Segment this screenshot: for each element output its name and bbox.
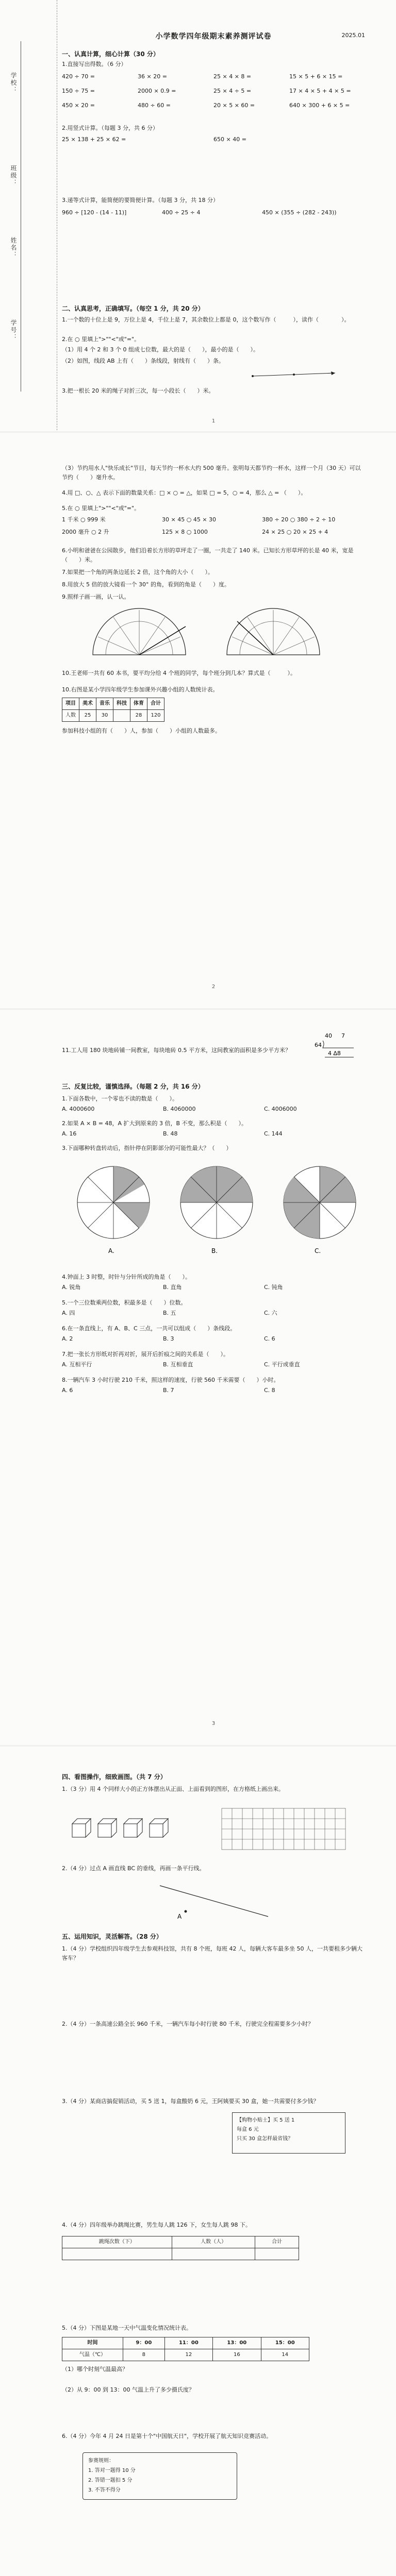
- table-cell: 跳绳次数（下）: [62, 2236, 172, 2248]
- margin-class: 班级：: [10, 165, 17, 187]
- table-row: [62, 2248, 299, 2260]
- application-4: 4.（4 分）四年级举办跳绳比赛，男生每人跳 126 下，女生每人跳 98 下。: [62, 2222, 251, 2228]
- point-label-a: A: [177, 1913, 182, 1920]
- section-5-heading: 五、运用知识，灵活解答。（28 分）: [62, 1933, 162, 1940]
- calc-item: 36 × 20 =: [138, 73, 167, 80]
- choice-option[interactable]: B. 互相垂直: [163, 1361, 193, 1368]
- choice-option[interactable]: A. 6: [62, 1387, 73, 1394]
- rule-line: 参赛规则：: [88, 2458, 114, 2464]
- fill-2a: （1）用 4 个 2 和 3 个 0 组成七位数，最大的是（ ），最小的是（ ）。: [62, 346, 259, 353]
- calc-item: 640 × 300 + 6 × 5 =: [289, 102, 350, 109]
- table-cell: 人数: [62, 710, 79, 722]
- exam-sheet-1: [0, 0, 396, 433]
- exam-date: 2025.01: [341, 32, 365, 39]
- application-5-q1: （1）哪个时刻气温最高？: [62, 2366, 128, 2372]
- compare-item: 1 千米 ○ 999 米: [62, 516, 106, 523]
- calc-item: 420 ÷ 70 =: [62, 73, 95, 80]
- svg-text:64: 64: [315, 1042, 322, 1048]
- table-header-cell: 音乐: [96, 698, 113, 710]
- table-row: [62, 2349, 309, 2361]
- choice-option[interactable]: A. 4000600: [62, 1106, 95, 1112]
- fill-line-10: 参加科技小组的有（ ）人，参加（ ）小组的人数最多。: [62, 727, 221, 734]
- protractor-left: [93, 608, 186, 655]
- spinner-label: B.: [211, 1247, 218, 1255]
- table-cell: 28: [130, 710, 147, 722]
- choice-option[interactable]: C. 6: [264, 1335, 275, 1342]
- application-5: 5.（4 分）下图是某地一天中气温变化情况统计表。: [62, 2325, 192, 2331]
- fill-line-5: 7.如果把一个角的两条边延长 2 倍，这个角的大小（ ）。: [62, 569, 213, 575]
- choice-option[interactable]: C. 六: [264, 1310, 277, 1316]
- table-cell: [113, 710, 130, 722]
- table-header-cell: 时间: [62, 2337, 123, 2349]
- choice-option[interactable]: B. 4060000: [163, 1106, 196, 1112]
- spinner-a: [77, 1166, 150, 1255]
- section-4-heading: 四、看图操作，细致画图。（共 7 分）: [62, 1773, 167, 1781]
- step-calc-row: [62, 208, 365, 217]
- section-2-heading: 二、认真思考，正确填写。（每空 1 分，共 20 分）: [62, 305, 204, 312]
- fill-line-7: 9.照样子画一画，认一认。: [62, 594, 130, 600]
- calc-item: 25 × 4 × 8 =: [213, 73, 252, 80]
- table-cell: 8: [123, 2349, 165, 2361]
- fill-line-9: 10.右图是某小学四年级学生参加课外兴趣小组的人数统计表。: [62, 686, 219, 693]
- calc-item: 20 × 5 × 60 =: [213, 102, 255, 109]
- grid-paper: [222, 1808, 345, 1850]
- choice-6: 6.在一条直线上，有 A、B、C 三点，一共可以组成（ ）条线段。: [62, 1325, 236, 1332]
- section-1-heading: 一、认真计算，细心计算（30 分）: [62, 50, 159, 58]
- spinner-label: A.: [108, 1247, 114, 1255]
- choice-option[interactable]: A. 互相平行: [62, 1361, 92, 1368]
- table-cell: 14: [261, 2349, 309, 2361]
- spinner-figures: [72, 1156, 361, 1264]
- choice-8: 8.一辆汽车 3 小时行驶 210 千米，照这样的速度，行驶 560 千米需要（ ）小时。: [62, 1377, 279, 1383]
- stat-table: [62, 698, 164, 722]
- fill-line-8: 10.王老师一共有 60 本书，要平均分给 4 个班的同学，每个班分到几本？算式是（ ）。: [62, 670, 296, 676]
- choice-2: 2.如果 A × B = 48，A 扩大到原来的 3 倍，B 不变，那么积是（ ）。: [62, 1120, 248, 1127]
- cube-and-grid-figure: [67, 1803, 356, 1855]
- stat-table-wrap: [62, 698, 365, 722]
- step-calc-item: 450 × (355 ÷ (282 - 243)): [262, 209, 337, 216]
- tip-line: 【购物小贴士】买 5 送 1: [237, 2117, 295, 2123]
- choice-4: 4.钟面上 3 时整，时针与分针所成的角是（ ）。: [62, 1274, 191, 1280]
- choice-option[interactable]: B. 7: [163, 1387, 174, 1394]
- exam-sheet-3: [0, 1010, 396, 1747]
- calc-item: 480 ÷ 60 =: [138, 102, 171, 109]
- question-1-2: 2.用竖式计算。（每题 3 分，共 6 分）: [62, 125, 158, 131]
- svg-text:4 ∆8: 4 ∆8: [328, 1050, 341, 1057]
- jump-rope-table: [62, 2236, 299, 2260]
- choice-option[interactable]: A. 四: [62, 1310, 75, 1316]
- step-calc-item: 400 ÷ 25 ÷ 4: [162, 209, 201, 216]
- calc-item: 450 × 20 =: [62, 102, 95, 109]
- choice-1-options: [62, 1105, 365, 1114]
- spinner-c: [284, 1166, 356, 1255]
- temperature-table: [62, 2337, 309, 2361]
- fill-11: 11.工人用 180 块地砖铺一间教室，每块地砖 0.5 平方米，这间教室的面积是多少平方米？: [62, 1047, 291, 1054]
- choice-option[interactable]: B. 五: [163, 1310, 176, 1316]
- protractor-right: [227, 608, 320, 655]
- choice-7: 7.把一张长方形纸对折再对折，展开后折痕之间的关系是（ ）。: [62, 1351, 229, 1358]
- fill-2b: （2）如图，线段 AB 上有（ ）条线段，射线有（ ）条。: [62, 358, 225, 364]
- protractor-figures: [82, 606, 340, 663]
- table-cell: 气温（℃）: [62, 2349, 123, 2361]
- compare-item: 2000 毫升 ○ 2 升: [62, 529, 109, 535]
- compare-item: 125 × 8 ○ 1000: [162, 529, 208, 535]
- choice-5-options: [62, 1309, 365, 1318]
- choice-3: 3.下面哪种转盘转动后，指针停在阴影部分的可能性最大？（ ）: [62, 1145, 232, 1151]
- margin-id: 学号：: [10, 319, 17, 341]
- margin-name: 姓名：: [10, 237, 17, 259]
- table-cell: 25: [79, 710, 96, 722]
- step-calc-item: 960 ÷ [120 - (14 - 11)]: [62, 209, 127, 216]
- calc-grid: [62, 72, 365, 110]
- question-1-1: 1.直接写出得数。（6 分）: [62, 61, 127, 67]
- table-header-cell: 9：00: [123, 2337, 165, 2349]
- table-header-cell: 项目: [62, 698, 79, 710]
- exam-title: 小学数学四年级期末素养测评试卷: [155, 32, 272, 41]
- spinner-label: C.: [315, 1247, 321, 1255]
- table-header-cell: 合计: [147, 698, 164, 710]
- table-cell: 合计: [255, 2236, 299, 2248]
- calc-item: 2000 × 0.9 =: [138, 88, 176, 94]
- table-cell: 120: [147, 710, 164, 722]
- table-cell: 30: [96, 710, 113, 722]
- choice-option[interactable]: A. 锐角: [62, 1284, 81, 1291]
- table-header-cell: 11：00: [164, 2337, 212, 2349]
- table-cell: 16: [213, 2349, 261, 2361]
- choice-option[interactable]: C. 8: [264, 1387, 275, 1394]
- cubes: [72, 1819, 168, 1837]
- table-row: [62, 710, 164, 722]
- choice-option[interactable]: B. 直角: [163, 1284, 182, 1291]
- table-header-cell: 13：00: [213, 2337, 261, 2349]
- division-figure: [309, 1030, 356, 1061]
- question-1-3: 3.递等式计算，能简便的要简便计算。（每题 3 分，共 18 分）: [62, 197, 219, 204]
- table-cell: 人数（人）: [172, 2236, 255, 2248]
- draw-1: 1.（3 分）用 4 个同样大小的正方体摆出从正面、上面看到的图形，在方格纸上画出来。: [62, 1786, 284, 1792]
- choice-7-options: [62, 1360, 365, 1369]
- table-header-row: [62, 698, 164, 710]
- choice-option[interactable]: C. 4006000: [264, 1106, 297, 1112]
- tip-box: [232, 2112, 345, 2154]
- page-number: 3: [211, 1721, 216, 1726]
- exam-sheet-2: [0, 433, 396, 1010]
- table-header-cell: 体育: [130, 698, 147, 710]
- application-3: 3.（4 分）某商店搞促销活动，买 5 送 1，每盒酸奶 6 元，王阿姨要买 30 盒，她一共需要付多少钱？: [62, 2098, 319, 2105]
- application-5-q2: （2）从 9：00 到 13：00 气温上升了多少摄氏度？: [62, 2386, 194, 2393]
- compare-item: 380 ÷ 20 ○ 380 ÷ 2 ÷ 10: [262, 516, 336, 523]
- table-header-cell: 15：00: [261, 2337, 309, 2349]
- svg-text:40: 40: [325, 1032, 332, 1039]
- draw-2: 2.（4 分）过点 A 画直线 BC 的垂线，再画一条平行线。: [62, 1865, 205, 1872]
- fill-line-1: （3）节约用水人"快乐成长"节目，每天节约一杯水大约 500 毫升。张明每天都节约一杯水，这样一个月（30 天）可以节约（ ）毫升水。: [62, 465, 361, 481]
- choice-5: 5.一个三位数乘两位数，积最多是（ ）位数。: [62, 1299, 187, 1306]
- choice-8-options: [62, 1386, 365, 1395]
- calc-item: 15 × 5 + 6 × 15 =: [289, 73, 343, 80]
- margin-school: 学校：: [10, 72, 17, 94]
- rules-box: [82, 2452, 237, 2500]
- application-1: 1.（4 分）学校组织四年级学生去参观科技馆，共有 8 个班，每班 42 人，每辆大客车最多坐 50 人，一共要租多少辆大客车？: [62, 1945, 362, 1961]
- page-number: 2: [211, 984, 216, 990]
- choice-option[interactable]: C. 平行或垂直: [264, 1361, 300, 1368]
- fill-line-4: 6.小明和爸爸在公园散步，他们沿着长方形的草坪走了一圈，一共走了 140 米。已知长方形草坪的长是 40 米，宽是（ ）米。: [62, 547, 354, 563]
- choice-option[interactable]: A. 2: [62, 1335, 73, 1342]
- compare-item: 24 × 25 ○ 20 × 25 + 4: [262, 529, 328, 535]
- choice-option[interactable]: B. 3: [163, 1335, 174, 1342]
- fill-3: 3.把一根长 20 米的绳子对折三次，每一小段长（ ）米。: [62, 387, 214, 394]
- page-number: 1: [211, 418, 216, 424]
- rule-line: 1. 答对一题得 10 分: [88, 2468, 136, 2473]
- calc-item: 150 ÷ 75 =: [62, 88, 95, 94]
- tip-line: 每盒 6 元: [237, 2127, 259, 2132]
- vertical-calc-row: [62, 135, 365, 144]
- application-6: 6.（4 分）今年 4 月 24 日是第十个"中国航天日"，学校开展了航天知识竞赛活动。: [62, 2433, 272, 2439]
- calc-item: 25 × 4 ÷ 5 =: [213, 88, 252, 94]
- vertical-calc-item: 25 × 138 + 25 × 62 =: [62, 136, 126, 143]
- application-2: 2.（4 分）一条高速公路全长 960 千米，一辆汽车每小时行驶 80 千米，行驶完全程需要多少小时？: [62, 2021, 314, 2027]
- table-header-cell: 科技: [113, 698, 130, 710]
- application-4-table-wrap: [62, 2236, 365, 2260]
- temperature-table-wrap: [62, 2337, 365, 2361]
- spinner-b: [180, 1166, 253, 1255]
- choice-4-options: [62, 1283, 365, 1292]
- calc-item: 17 × 4 × 5 + 4 × 5 =: [289, 88, 351, 94]
- fill-line-3: 5.在 ○ 里填上">""<"或"="。: [62, 505, 140, 512]
- rule-line: 2. 答错一题扣 5 分: [88, 2478, 133, 2483]
- choice-6-options: [62, 1334, 365, 1344]
- table-header-cell: 美术: [79, 698, 96, 710]
- fill-line-2: 4.用 □、○、△ 表示下面的数量关系：□ × ○ = △，如果 □ = 5，○ = 4，那么 △ = （ ）。: [62, 489, 307, 496]
- fill-1: 1.一个数的十位上是 9，万位上是 4，千位上是 7，其余数位上都是 0，这个数写作（ ），读作（ ）。: [62, 316, 350, 323]
- vertical-calc-item: 650 × 40 =: [213, 136, 246, 143]
- choice-option[interactable]: C. 144: [264, 1130, 283, 1137]
- binding-margin: [0, 0, 57, 433]
- fill-2: 2.在 ○ 里填上">""<"或"="。: [62, 336, 140, 343]
- section-3-heading: 三、反复比较，谨慎选择。（每题 2 分，共 16 分）: [62, 1083, 204, 1090]
- perpendicular-figure: [155, 1880, 278, 1922]
- svg-text:7: 7: [341, 1032, 345, 1039]
- rule-line: 3. 不答不得分: [88, 2487, 121, 2493]
- tip-line: 只买 30 盒怎样最省钱？: [237, 2136, 293, 2142]
- choice-1: 1.下面各数中，一个零也不读的数是（ ）。: [62, 1095, 178, 1102]
- choice-2-options: [62, 1129, 365, 1139]
- exam-sheet-4: [0, 1747, 396, 2576]
- table-row: [62, 2236, 299, 2248]
- compare-grid: [62, 515, 365, 537]
- line-segment-figure: [248, 367, 340, 382]
- compare-item: 30 × 45 ○ 45 × 30: [162, 516, 217, 523]
- fill-line-6: 8.用放大 5 倍的放大镜看一个 30° 的角，看到的角是（ ）度。: [62, 581, 230, 588]
- choice-option[interactable]: A. 16: [62, 1130, 77, 1137]
- table-cell: 12: [164, 2349, 212, 2361]
- table-header-row: [62, 2337, 309, 2349]
- choice-option[interactable]: C. 钝角: [264, 1284, 283, 1291]
- choice-option[interactable]: B. 48: [163, 1130, 178, 1137]
